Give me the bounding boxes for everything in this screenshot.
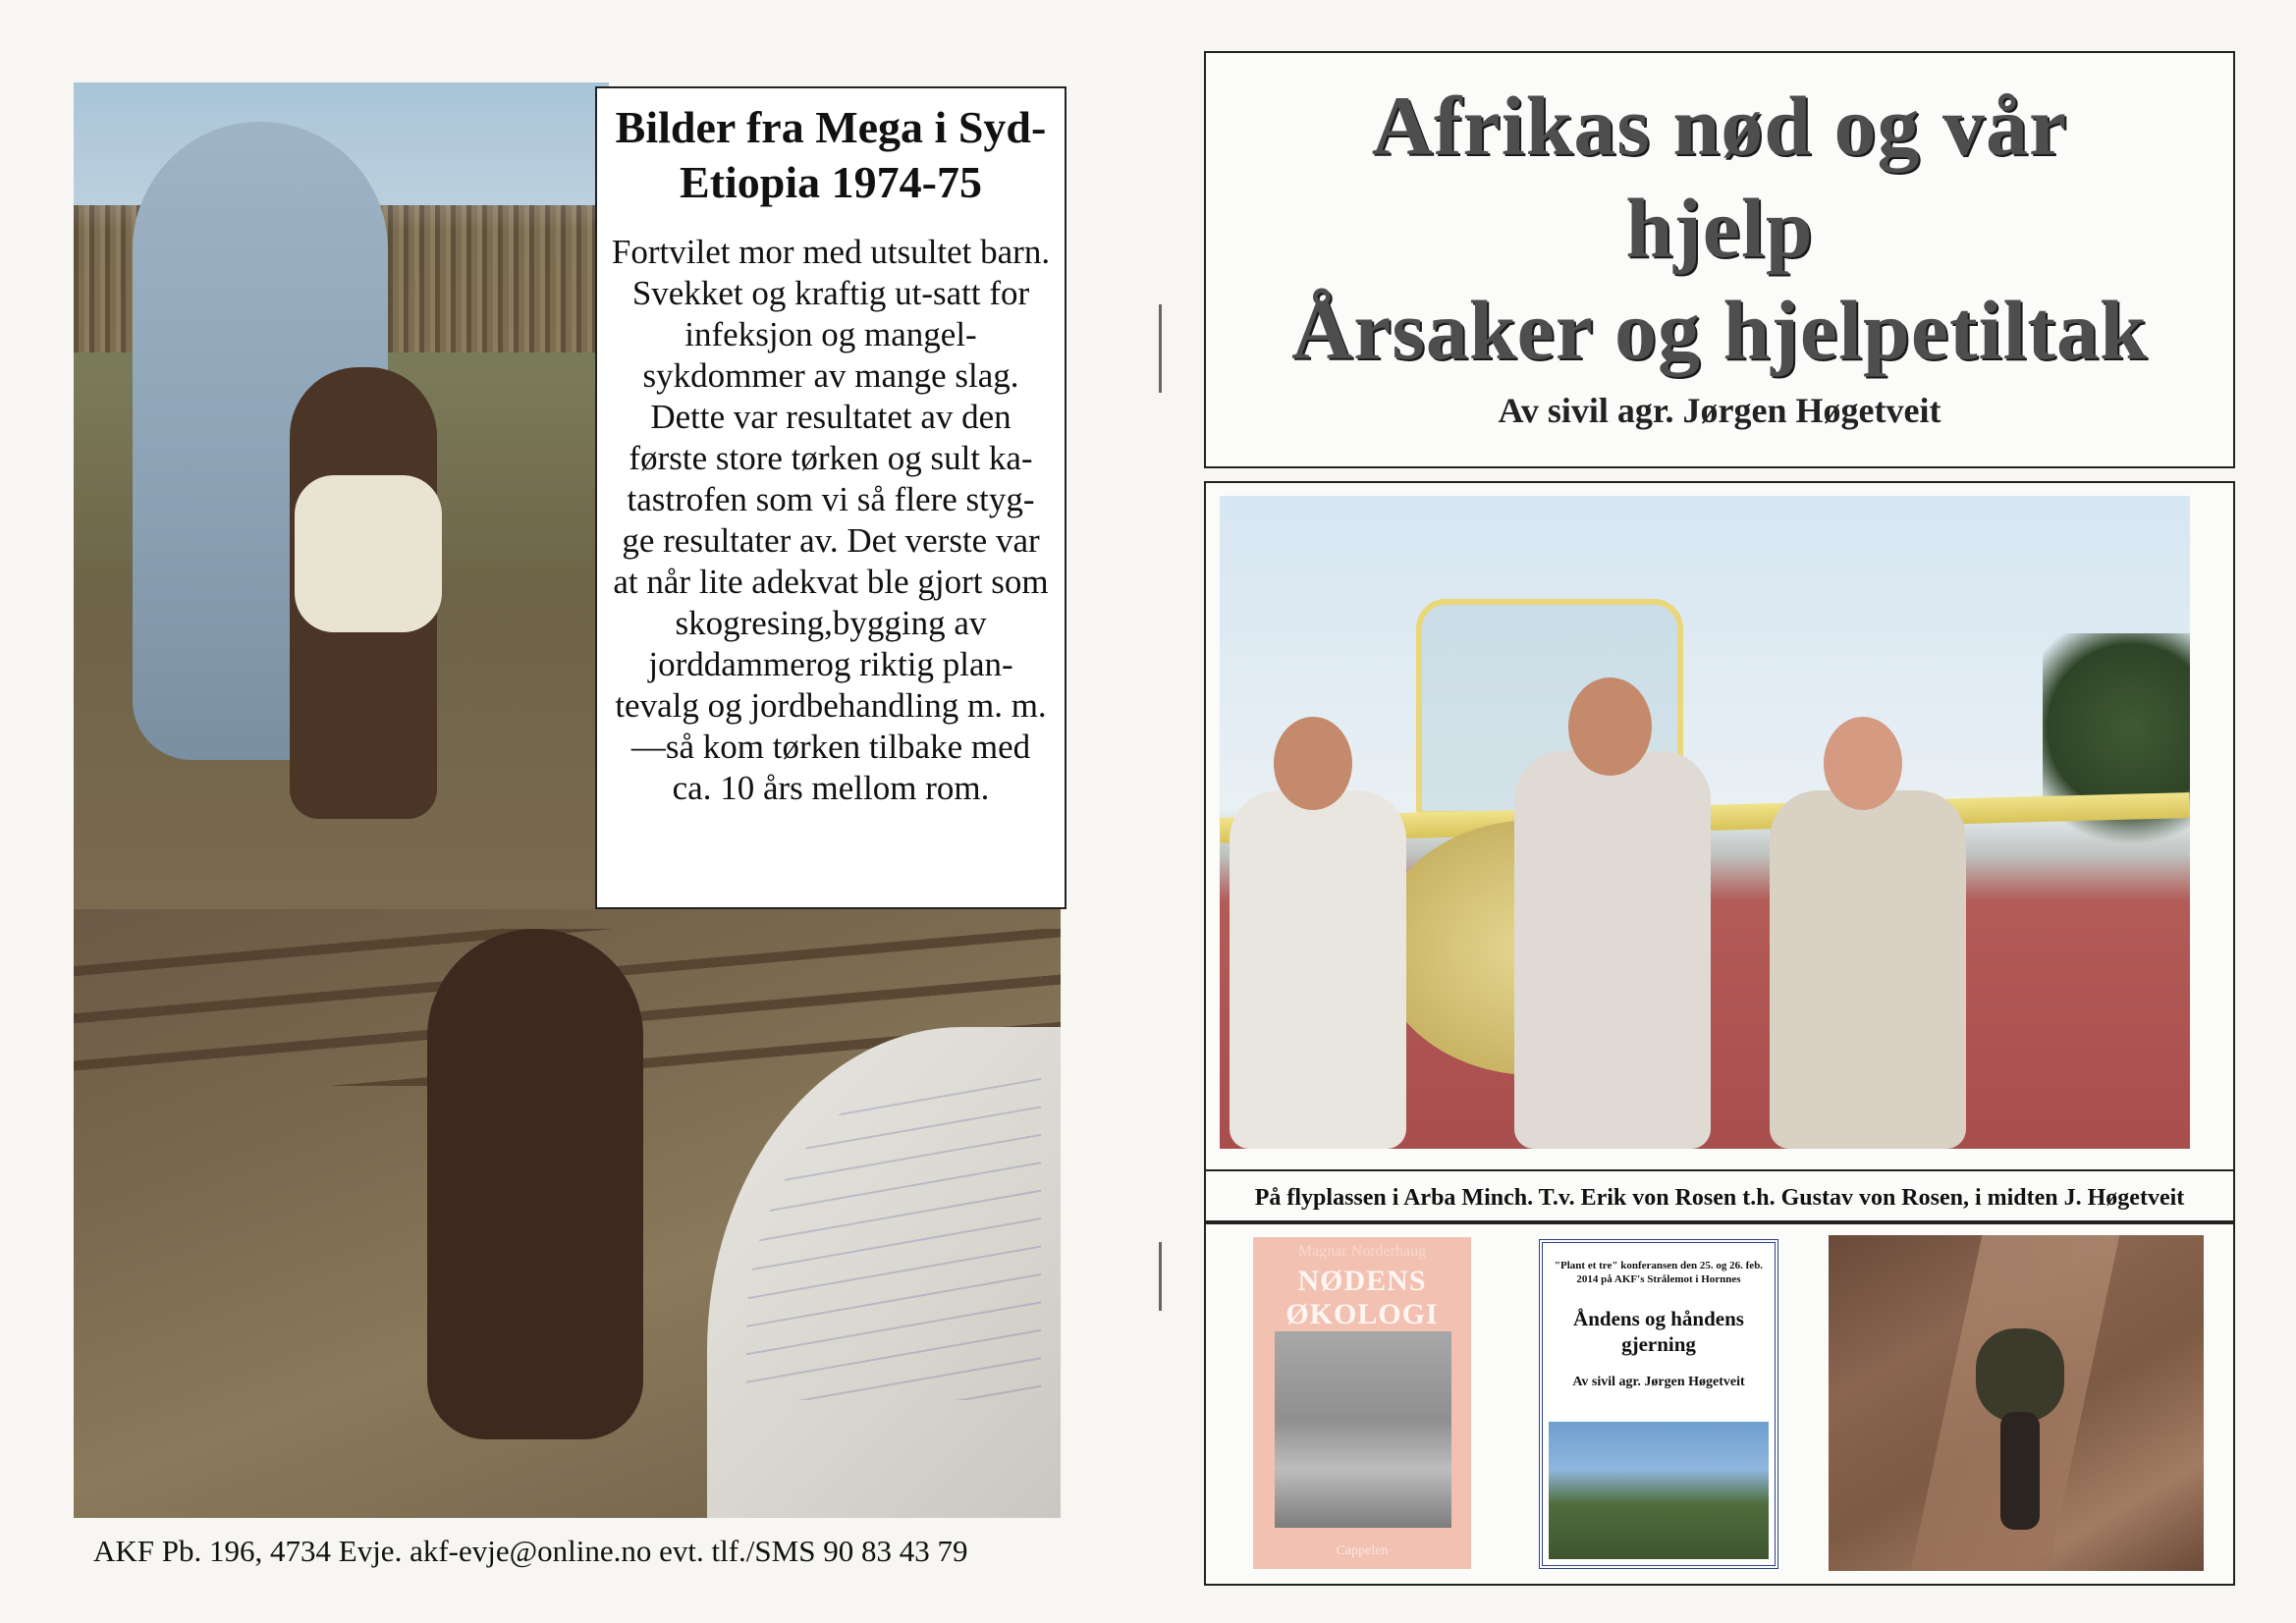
title-box — [1204, 51, 2235, 468]
booklet-title: Åndens og håndens gjerning — [1573, 1307, 1744, 1356]
person-middle — [1514, 751, 1711, 1149]
airfield-photo — [1220, 496, 2190, 1149]
booklet-cover-andens-og-handens-gjerning — [1539, 1239, 1778, 1569]
person-middle-head — [1568, 677, 1652, 776]
photo-child-cloth — [295, 475, 442, 632]
photo-porter-on-path — [1829, 1235, 2204, 1571]
booklet-author: Av sivil agr. Jørgen Høgetveit — [1572, 1375, 1745, 1389]
person-right — [1770, 790, 1966, 1149]
person-right-head — [1824, 717, 1902, 810]
book1-publisher: Cappelen — [1336, 1543, 1389, 1558]
left-caption-body: Fortvilet mor med utsultet barn. Svekket og kraftig ut-satt for infeksjon og mangel-sykdommer av mange slag. Dette var resultatet av den første store tørken og sult ka-tastrofen som vi så flere styg-ge resultater av. Det verste var at når lite adekvat ble gjort som skogresing,bygging av jorddammerog riktig plan-tevalg og jordbehandling m. m.—så kom tørken tilbake med ca. 10 års mellom rom. — [611, 233, 1051, 807]
book-cover-nodens-okologi — [1253, 1237, 1471, 1569]
person-left-head — [1274, 717, 1352, 810]
caption-divider — [1204, 1169, 2235, 1171]
main-title-line1: Afrikas nød og vår — [1371, 79, 2068, 173]
airfield-photo-caption: På flyplassen i Arba Minch. T.v. Erik von Rosen t.h. Gustav von Rosen, i midten J. Høgetveit — [1254, 1185, 2185, 1211]
photo-mother-with-child — [74, 82, 609, 909]
main-title-line2: hjelp — [1625, 181, 1814, 275]
photo-sitting-child — [427, 929, 643, 1439]
photo-firewood-load — [1976, 1328, 2064, 1422]
booklet-cover-photo — [1549, 1422, 1769, 1559]
book1-title: NØDENS ØKOLOGI — [1285, 1265, 1439, 1330]
book1-cover-photo — [1275, 1331, 1451, 1528]
book1-author: Magnar Norderhaug — [1297, 1243, 1427, 1260]
left-caption-box — [595, 86, 1066, 909]
photo-porter-figure — [2000, 1412, 2040, 1530]
scan-mark — [1159, 304, 1162, 393]
main-title — [1206, 75, 2233, 381]
main-title-line3: Årsaker og hjelpetiltak — [1291, 283, 2148, 377]
author-line: Av sivil agr. Jørgen Høgetveit — [1498, 391, 1941, 430]
photo-trees — [2043, 633, 2190, 869]
person-left — [1230, 790, 1406, 1149]
contact-footer: AKF Pb. 196, 4734 Evje. akf-evje@online.no evt. tlf./SMS 90 83 43 79 — [93, 1534, 968, 1568]
left-caption-title: Bilder fra Mega i Syd-Etiopia 1974-75 — [615, 102, 1047, 207]
booklet-conference-note: "Plant et tre" konferansen den 25. og 26. feb. 2014 på AKF's Strålemot i Hornnes — [1554, 1260, 1764, 1285]
scan-mark — [1159, 1242, 1162, 1311]
photo-starving-child — [74, 909, 1061, 1518]
